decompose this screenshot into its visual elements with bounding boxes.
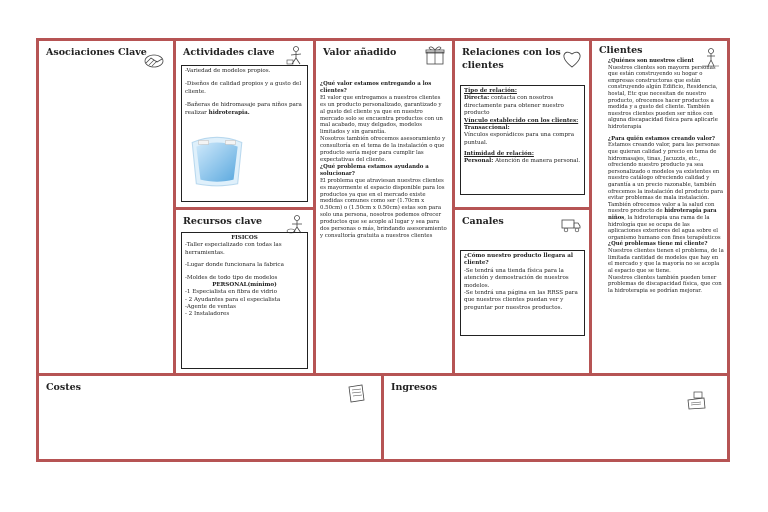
canales-block: [455, 210, 589, 373]
recurso-item: -1 Especialista en fibra de vidrio: [185, 289, 277, 296]
canales-content: [460, 250, 585, 336]
valor-paragraph: Nosotros también ofrecemos asesoramiento y consultoría en el tema de la instalación o que producto sería mejor para cumplir las expectativas del cliente.: [320, 136, 446, 163]
recurso-item: - 2 Ayudantes para el especialista: [185, 296, 281, 303]
valor-question: ¿Qué problema estamos ayudando a solucionar?: [320, 163, 429, 177]
vinculo-heading: Vínculo establecido con los clientes:: [464, 117, 579, 124]
recurso-item: -Taller especializado con todas las herramientas.: [185, 242, 282, 256]
actividad-item: -Bañeras de hidromasaje para niños para realizar hidroterapia.: [185, 102, 302, 116]
canal-item: -Se tendrá una tienda física para la atención y demostración de nuestros modelos.: [464, 267, 569, 289]
intimidad-heading: Intimidad de relación:: [464, 151, 534, 157]
cash-register-icon: [685, 390, 707, 410]
recurso-item: -Agente de ventas: [185, 304, 236, 310]
clientes-paragraph: Nuestros clientes son mayorm personas que están construyendo su hogar o empresas constructoras que están construyendo algún Edificio, Residencia, hostal, Etc que necesitan de nuestro producto, ofrecemos hacer productos a medida y a gusto del cliente. También nuestros clientes pueden ser niños con alguna discapacidad física para aplicarle hidroterapia: [608, 64, 718, 131]
clientes-question: ¿Qué problemas tiene mi cliente?: [608, 241, 708, 248]
clientes-content: [608, 58, 724, 294]
asociaciones-title: Asociaciones Clave: [46, 47, 147, 58]
actividades-title: Actividades clave: [183, 47, 275, 58]
recurso-item: - 2 Instaladores: [185, 311, 230, 318]
costes-block: [39, 376, 381, 459]
clientes-paragraph: Nuestros clientes tienen el problema, de la limitada cantidad de modelos que hay en el mercado y que la mayoría no se acopla al espacio que se tiene.: [608, 248, 724, 274]
worker-icon: [285, 214, 307, 234]
valor-question: ¿Qué valor estamos entregando a los clientes?: [320, 81, 432, 94]
business-model-canvas: [36, 38, 730, 462]
ingresos-block: [384, 376, 727, 459]
valor-paragraph: El valor que entregamos a nuestros clientes es un producto personalizado, garantizado y al gusto del cliente ya que en nuestro mercado solo se encuentra productos con un mal acabado, muy delgados, modelos limitados y sin garantía.: [320, 94, 443, 136]
directa-row: Directa: contacta con nosotros directamente para obtener nuestro producto: [464, 95, 564, 117]
relaciones-content: [460, 85, 585, 195]
handshake-icon: [143, 51, 165, 71]
gift-icon: [424, 45, 446, 65]
valor-anadido-block: [316, 41, 452, 373]
clientes-question: ¿Para quién estamos creando valor?: [608, 135, 715, 142]
truck-icon: [559, 214, 583, 234]
recursos-clave-block: [176, 210, 313, 373]
valor-content: [320, 81, 448, 240]
canales-title: Canales: [462, 216, 504, 227]
actividades-clave-block: [176, 41, 313, 207]
recurso-item: -Lugar donde funcionara la fabrica: [185, 262, 284, 269]
receipt-icon: [345, 384, 367, 404]
bathtub-image: [186, 128, 248, 190]
heart-icon: [561, 49, 583, 69]
personal-row: Personal: Atención de manera personal.: [464, 158, 581, 165]
recurso-item: -Moldes de todo tipo de modelos: [185, 274, 278, 281]
clientes-paragraph: Estamos creando valor, para las personas que quieran calidad y precio en tema de hidromasajes, tinas, Jacuzzis, etc., ofreciendo nuestro producto ya sea personalizado o modelos ya existentes en nuestro catálogo ofreciendo calidad y garantía a un precio razonable, también ofrecemos la instalación del producto para evitar problemas de mala instalación.: [608, 142, 723, 202]
worker-icon: [285, 45, 307, 65]
relaciones-block: [455, 41, 589, 207]
asociaciones-clave-block: [39, 41, 173, 373]
actividad-item: -Variedad de modelos propios.: [185, 68, 271, 74]
actividad-item: -Diseños de calidad propios y a gusto del cliente.: [185, 81, 302, 95]
clientes-title: Clientes: [599, 45, 643, 56]
costes-title: Costes: [46, 382, 82, 393]
tipo-heading: Tipo de relación:: [464, 88, 517, 94]
clientes-block: [592, 41, 727, 373]
clientes-paragraph: Nuestros clientes también pueden tener problemas de discapacidad física, que con la hidroterapia se podrían mejorar.: [608, 274, 722, 294]
valor-title: Valor añadido: [323, 47, 397, 58]
transaccional-text: Vínculos esporádicos para una compra puntual.: [464, 132, 575, 146]
fisicos-heading: FISICOS: [231, 235, 258, 241]
valor-paragraph: El problema que atraviesan nuestros clientes es mayormente el espacio disponible para los productos ya que en el mercado existe medidas comunes como ser (1.70cm x 0.50cm) o (1.50cm x 0.50cm) estas son para solo una persona, nosotros podemos ofrecer productos que se acople al lugar y sea para dos personas o más, brindando asesoramiento y consultoría gratuita a nuestros clientes: [320, 177, 447, 239]
canal-item: -Se tendrá una página en las RRSS para que nuestros clientes puedan ver y preguntar por nuestros productos.: [464, 289, 578, 311]
recursos-title: Recursos clave: [183, 216, 263, 227]
relaciones-title: Relaciones con los clientes: [462, 47, 561, 71]
ingresos-title: Ingresos: [391, 382, 438, 393]
canales-question: ¿Cómo nuestro producto llegara al cliente?: [464, 253, 573, 267]
personal-heading: PERSONAL(mínimo): [212, 281, 277, 288]
actividades-list: [181, 65, 308, 202]
recursos-list: [181, 232, 308, 369]
clientes-question: ¿Quiénes son nuestros client: [608, 58, 694, 64]
transaccional-label: Transaccional:: [464, 124, 510, 131]
clientes-paragraph: También ofrecemos valor a la salud con nuestro producto de hidroterapia para niños, la hidroterapia una rama de la hidrología que se ocupa de las aplicaciones exteriores del agua sobre el organismo humano con fines terapéuticos: [608, 201, 721, 241]
